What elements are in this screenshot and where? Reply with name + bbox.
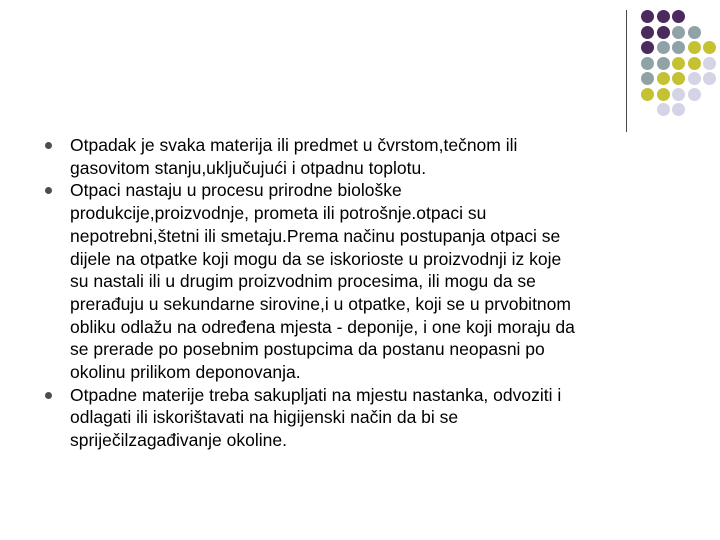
decorative-dot (688, 26, 701, 39)
decorative-dot (672, 88, 685, 101)
bullet-line: gasovitom stanju,uključujući i otpadnu toplotu. (70, 157, 427, 178)
bullet-item (45, 179, 685, 383)
bullet-icon (45, 392, 52, 399)
bullet-line: odlagati ili iskorištavati na higijenski način da bi se (70, 407, 459, 428)
decorative-dot (703, 57, 716, 70)
decorative-dot (657, 72, 670, 85)
bullet-line: prerađuju u sekundarne sirovine,i u otpatke, koji se u prvobitnom (70, 293, 571, 314)
decorative-dot (657, 26, 670, 39)
decorative-divider-line (626, 10, 627, 132)
bullet-line: su nastali ili u drugim proizvodnim procesima, ili mogu da se (70, 271, 536, 292)
decorative-dot (672, 26, 685, 39)
decorative-dot (672, 41, 685, 54)
bullet-icon (45, 142, 52, 149)
bullet-item (45, 134, 685, 179)
bullet-line: Otpaci nastaju u procesu prirodne biološke (70, 180, 402, 201)
bullet-icon (45, 187, 52, 194)
decorative-dot-grid (641, 10, 720, 120)
decorative-dot (641, 72, 654, 85)
bullet-line: Otpadne materije treba sakupljati na mjestu nastanka, odvoziti i (70, 384, 562, 405)
decorative-dot (688, 88, 701, 101)
bullet-line: dijele na otpatke koji mogu da se iskorioste u proizvodnji iz koje (70, 248, 562, 269)
decorative-dot (672, 57, 685, 70)
decorative-dot (657, 10, 670, 23)
bullet-line: produkcije,proizvodnje, prometa ili potrošnje.otpaci su (70, 203, 487, 224)
decorative-dot (657, 57, 670, 70)
bullet-line: spriječilzagađivanje okoline. (70, 430, 287, 451)
decorative-dot (657, 88, 670, 101)
bullet-item (45, 384, 685, 452)
bullet-line: nepotrebni,štetni ili smetaju.Prema načinu postupanja otpaci se (70, 225, 561, 246)
decorative-dot (657, 103, 670, 116)
decorative-dot (641, 88, 654, 101)
decorative-dot (688, 72, 701, 85)
bullet-line: okolinu prilikom deponovanja. (70, 362, 301, 383)
decorative-dot (641, 41, 654, 54)
decorative-dot (657, 41, 670, 54)
decorative-dot (641, 57, 654, 70)
decorative-dot (641, 10, 654, 23)
decorative-dot (641, 26, 654, 39)
decorative-dot (703, 41, 716, 54)
bullet-line: se prerade po posebnim postupcima da postanu neopasni po (70, 339, 545, 360)
decorative-dot (672, 103, 685, 116)
decorative-dot (672, 72, 685, 85)
decorative-dot (688, 41, 701, 54)
decorative-dot (688, 57, 701, 70)
bullet-line: obliku odlažu na određena mjesta - deponije, i one koji moraju da (70, 316, 575, 337)
decorative-dot (672, 10, 685, 23)
bullet-line: Otpadak je svaka materija ili predmet u čvrstom,tečnom ili (70, 135, 518, 155)
bullet-list (45, 134, 685, 452)
decorative-dot (703, 72, 716, 85)
